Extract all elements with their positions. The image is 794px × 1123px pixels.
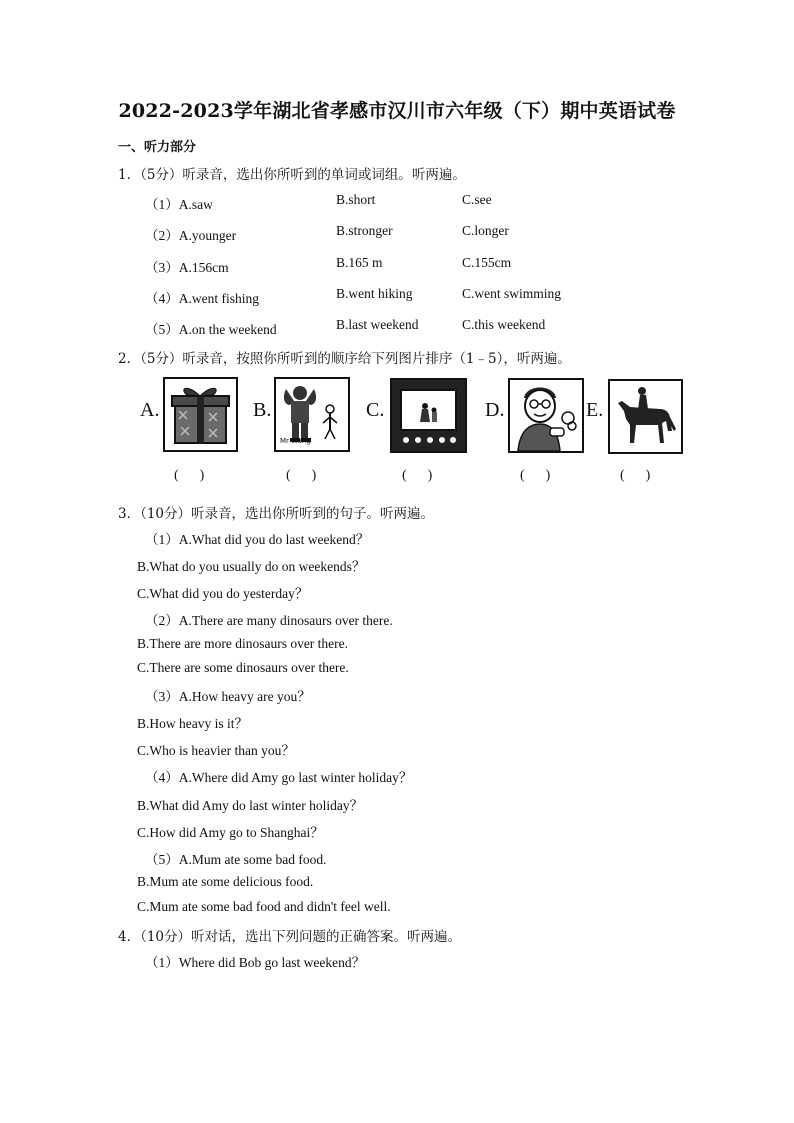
picture-b-answer[interactable]: ( ) xyxy=(286,468,317,483)
q1-row3-a[interactable] xyxy=(145,256,229,276)
question-3-stem: 3．（10分）听录音，选出你所听到的句子。听两遍。 xyxy=(118,506,435,522)
gift-box-icon xyxy=(163,377,238,452)
q1-row5-a[interactable] xyxy=(145,318,277,338)
q3-line-12[interactable]: C.How did Amy go to Shanghai？ xyxy=(137,825,324,840)
q1-row5-a-text: A.on the weekend xyxy=(178,322,277,337)
horse-rider-icon xyxy=(608,379,683,454)
strong-man-icon xyxy=(274,377,350,452)
q3-line-1[interactable]: （1）A.What did you do last weekend？ xyxy=(145,532,370,547)
q1-row2-a[interactable] xyxy=(145,224,236,244)
boy-with-glasses-icon xyxy=(508,378,584,453)
q1-row1-a-text: A.saw xyxy=(178,197,213,212)
section-heading: 一、听力部分 xyxy=(118,140,197,155)
q3-line-9[interactable]: C.Who is heavier than you？ xyxy=(137,743,295,758)
q1-row4-a-text: A.went fishing xyxy=(178,291,259,306)
question-4-stem: 4．（10分）听对话，选出下列问题的正确答案。听两遍。 xyxy=(118,929,462,945)
question-1-stem: 1．（5分）听录音，选出你所听到的单词或词组。听两遍。 xyxy=(118,167,466,183)
picture-d-answer[interactable]: ( ) xyxy=(520,468,551,483)
q3-line-14[interactable]: B.Mum ate some delicious food. xyxy=(137,874,314,889)
q1-row1-num: （1） xyxy=(145,197,179,212)
q1-row4-a[interactable] xyxy=(145,287,259,307)
q1-row3-b[interactable]: B.165 m xyxy=(336,255,383,270)
q3-line-4[interactable]: （2）A.There are many dinosaurs over there. xyxy=(145,613,393,628)
q3-line-7[interactable]: （3）A.How heavy are you？ xyxy=(145,689,311,704)
q3-line-10[interactable]: （4）A.Where did Amy go last winter holiday？ xyxy=(145,770,413,785)
q3-line-3[interactable]: C.What did you do yesterday？ xyxy=(137,586,309,601)
page-title: 2022-2023学年湖北省孝感市汉川市六年级（下）期中英语试卷 xyxy=(118,100,676,122)
q1-row5-num: （5） xyxy=(145,322,179,337)
picture-a-letter: A. xyxy=(140,399,160,421)
picture-e-letter: E. xyxy=(586,399,604,421)
q3-line-11[interactable]: B.What did Amy do last winter holiday？ xyxy=(137,798,364,813)
q3-line-5[interactable]: B.There are more dinosaurs over there. xyxy=(137,636,349,651)
q3-line-15[interactable]: C.Mum ate some bad food and didn't feel well. xyxy=(137,899,391,914)
picture-c-letter: C. xyxy=(366,399,385,421)
q1-row5-c[interactable]: C.this weekend xyxy=(462,317,546,332)
q1-row4-c[interactable]: C.went swimming xyxy=(462,286,562,301)
q1-row1-c[interactable]: C.see xyxy=(462,192,492,207)
q1-row4-num: （4） xyxy=(145,291,179,306)
q3-line-13[interactable]: （5）A.Mum ate some bad food. xyxy=(145,852,327,867)
picture-b-caption: Mr Wang xyxy=(280,437,311,445)
q1-row3-c[interactable]: C.155cm xyxy=(462,255,512,270)
q3-line-6[interactable]: C.There are some dinosaurs over there. xyxy=(137,660,349,675)
picture-a-answer[interactable]: ( ) xyxy=(174,468,205,483)
q1-row3-a-text: A.156cm xyxy=(178,260,229,275)
stage-show-icon xyxy=(390,378,467,453)
q1-row2-num: （2） xyxy=(145,228,179,243)
q4-line-1: （1）Where did Bob go last weekend？ xyxy=(145,955,366,970)
q1-row4-b[interactable]: B.went hiking xyxy=(336,286,413,301)
q3-line-2[interactable]: B.What do you usually do on weekends？ xyxy=(137,559,366,574)
picture-c-answer[interactable]: ( ) xyxy=(402,468,433,483)
q1-row5-b[interactable]: B.last weekend xyxy=(336,317,419,332)
q1-row2-a-text: A.younger xyxy=(178,228,237,243)
q1-row1-a[interactable] xyxy=(145,193,213,213)
q1-row2-c[interactable]: C.longer xyxy=(462,223,509,238)
q3-line-8[interactable]: B.How heavy is it？ xyxy=(137,716,248,731)
q1-row1-b[interactable]: B.short xyxy=(336,192,376,207)
question-2-stem: 2．（5分）听录音，按照你所听到的顺序给下列图片排序（1﹣5），听两遍。 xyxy=(118,351,571,367)
picture-e-answer[interactable]: ( ) xyxy=(620,468,651,483)
picture-b-letter: B. xyxy=(253,399,272,421)
q1-row3-num: （3） xyxy=(145,260,179,275)
q1-row2-b[interactable]: B.stronger xyxy=(336,223,393,238)
picture-d-letter: D. xyxy=(485,399,505,421)
